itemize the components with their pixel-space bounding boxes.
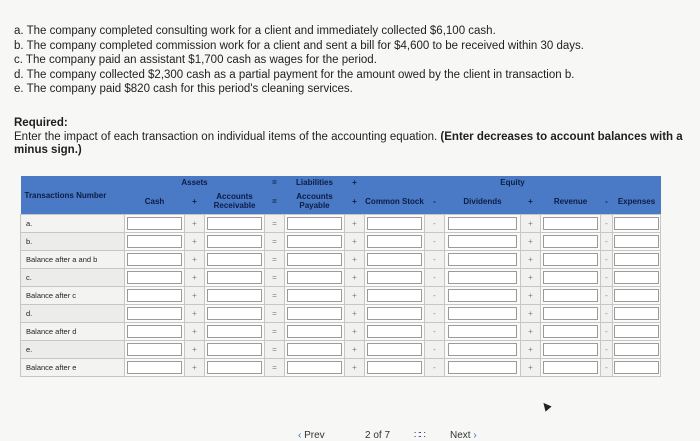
- mouse-cursor-icon: [540, 400, 551, 411]
- operator-sign: +: [185, 269, 205, 287]
- dividends-cell: [445, 287, 521, 305]
- operator-sign: -: [601, 251, 613, 269]
- required-instructions: [14, 131, 684, 158]
- required-text: Enter the impact of each transaction on individual items of the accounting equation.: [14, 130, 438, 143]
- ar-input[interactable]: [207, 307, 262, 320]
- ar-cell: [205, 359, 265, 377]
- operator-sign: +: [185, 215, 205, 233]
- ap-cell: [285, 233, 345, 251]
- operator-sign: +: [345, 215, 365, 233]
- table-row: [21, 359, 661, 377]
- row-label: d.: [21, 305, 125, 323]
- common-stock-input[interactable]: [367, 325, 422, 338]
- table-row: [21, 215, 661, 233]
- row-label: e.: [21, 341, 125, 359]
- expenses-cell: [613, 341, 661, 359]
- plus-header: +: [345, 188, 365, 215]
- dividends-input[interactable]: [448, 217, 518, 230]
- common-stock-header: Common Stock: [365, 188, 425, 215]
- revenue-input[interactable]: [543, 253, 598, 266]
- expenses-input[interactable]: [614, 343, 658, 356]
- cash-input[interactable]: [127, 343, 182, 356]
- row-label: Balance after d: [21, 323, 125, 341]
- dividends-input[interactable]: [448, 271, 518, 284]
- revenue-cell: [541, 359, 601, 377]
- ap-cell: [285, 251, 345, 269]
- common-stock-cell: [365, 341, 425, 359]
- dividends-cell: [445, 323, 521, 341]
- problem-line-d: d. The company collected $2,300 cash as a partial payment for the amount owed by the client in transaction b.: [14, 68, 575, 81]
- chevron-left-icon: ‹: [298, 430, 302, 441]
- dividends-cell: [445, 359, 521, 377]
- operator-sign: +: [521, 233, 541, 251]
- ar-cell: [205, 305, 265, 323]
- cash-input[interactable]: [127, 235, 182, 248]
- ar-cell: [205, 287, 265, 305]
- ap-input[interactable]: [287, 217, 342, 230]
- operator-sign: =: [265, 215, 285, 233]
- prev-button[interactable]: [298, 430, 325, 441]
- revenue-input[interactable]: [543, 235, 598, 248]
- common-stock-input[interactable]: [367, 343, 422, 356]
- common-stock-input[interactable]: [367, 235, 422, 248]
- ap-input[interactable]: [287, 289, 342, 302]
- expenses-input[interactable]: [614, 235, 658, 248]
- ap-input[interactable]: [287, 343, 342, 356]
- operator-sign: +: [521, 287, 541, 305]
- cash-cell: [125, 269, 185, 287]
- common-stock-cell: [365, 359, 425, 377]
- problem-line-c: c. The company paid an assistant $1,700 cash as wages for the period.: [14, 54, 377, 67]
- cash-input[interactable]: [127, 289, 182, 302]
- operator-sign: =: [265, 287, 285, 305]
- cash-input[interactable]: [127, 361, 182, 374]
- operator-sign: =: [265, 305, 285, 323]
- table-row: [21, 233, 661, 251]
- grid-icon[interactable]: ∷∷: [414, 430, 425, 441]
- plus-header: +: [521, 188, 541, 215]
- operator-sign: +: [345, 269, 365, 287]
- operator-sign: -: [425, 323, 445, 341]
- table-row: [21, 251, 661, 269]
- common-stock-input[interactable]: [367, 253, 422, 266]
- expenses-input[interactable]: [614, 361, 658, 374]
- revenue-cell: [541, 269, 601, 287]
- revenue-header: Revenue: [541, 188, 601, 215]
- table-body: [21, 215, 661, 377]
- accounts-payable-header: Accounts Payable: [285, 188, 345, 215]
- liabilities-group-header: Liabilities: [285, 176, 345, 188]
- operator-sign: -: [425, 359, 445, 377]
- common-stock-cell: [365, 323, 425, 341]
- operator-sign: =: [265, 359, 285, 377]
- problem-line-e: e. The company paid $820 cash for this period's cleaning services.: [14, 83, 353, 96]
- operator-sign: +: [185, 305, 205, 323]
- cash-input[interactable]: [127, 217, 182, 230]
- row-label: Balance after c: [21, 287, 125, 305]
- operator-sign: +: [185, 323, 205, 341]
- operator-sign: +: [185, 287, 205, 305]
- dividends-input[interactable]: [448, 343, 518, 356]
- common-stock-input[interactable]: [367, 361, 422, 374]
- dividends-cell: [445, 341, 521, 359]
- ar-input[interactable]: [207, 361, 262, 374]
- operator-sign: +: [185, 233, 205, 251]
- expenses-cell: [613, 305, 661, 323]
- revenue-cell: [541, 215, 601, 233]
- revenue-cell: [541, 287, 601, 305]
- operator-sign: =: [265, 251, 285, 269]
- ap-input[interactable]: [287, 307, 342, 320]
- ar-input[interactable]: [207, 235, 262, 248]
- ar-input[interactable]: [207, 343, 262, 356]
- pagination: [290, 425, 530, 441]
- dividends-cell: [445, 305, 521, 323]
- ap-cell: [285, 305, 345, 323]
- common-stock-cell: [365, 215, 425, 233]
- ap-input[interactable]: [287, 235, 342, 248]
- revenue-input[interactable]: [543, 271, 598, 284]
- ap-input[interactable]: [287, 361, 342, 374]
- operator-sign: -: [601, 287, 613, 305]
- dividends-header: Dividends: [445, 188, 521, 215]
- dividends-input[interactable]: [448, 325, 518, 338]
- row-label: Balance after e: [21, 359, 125, 377]
- dividends-input[interactable]: [448, 289, 518, 302]
- operator-sign: +: [345, 251, 365, 269]
- ap-cell: [285, 359, 345, 377]
- expenses-input[interactable]: [614, 217, 658, 230]
- operator-sign: -: [601, 341, 613, 359]
- ar-cell: [205, 251, 265, 269]
- cash-header: Cash: [125, 188, 185, 215]
- operator-sign: -: [425, 215, 445, 233]
- operator-sign: +: [345, 341, 365, 359]
- problem-line-b: b. The company completed commission work for a client and sent a bill for $4,600 to be received within 30 days.: [14, 39, 584, 52]
- operator-sign: -: [601, 305, 613, 323]
- revenue-input[interactable]: [543, 361, 598, 374]
- common-stock-cell: [365, 269, 425, 287]
- table-row: [21, 305, 661, 323]
- operator-sign: -: [601, 359, 613, 377]
- operator-sign: -: [601, 233, 613, 251]
- ar-cell: [205, 269, 265, 287]
- operator-sign: +: [521, 305, 541, 323]
- operator-sign: =: [265, 269, 285, 287]
- common-stock-cell: [365, 287, 425, 305]
- dividends-cell: [445, 215, 521, 233]
- expenses-cell: [613, 287, 661, 305]
- operator-sign: =: [265, 323, 285, 341]
- revenue-input[interactable]: [543, 289, 598, 302]
- operator-sign: =: [265, 233, 285, 251]
- transactions-number-header: Transactions Number: [21, 176, 125, 215]
- chevron-right-icon: ›: [473, 430, 477, 441]
- expenses-input[interactable]: [614, 253, 658, 266]
- ar-input[interactable]: [207, 217, 262, 230]
- operator-sign: +: [185, 359, 205, 377]
- operator-sign: =: [265, 341, 285, 359]
- operator-sign: -: [425, 305, 445, 323]
- expenses-header: Expenses: [613, 188, 661, 215]
- revenue-cell: [541, 251, 601, 269]
- operator-sign: +: [521, 269, 541, 287]
- operator-sign: -: [425, 251, 445, 269]
- operator-sign: +: [521, 341, 541, 359]
- operator-sign: -: [425, 287, 445, 305]
- equity-group-header: Equity: [365, 176, 661, 188]
- expenses-cell: [613, 359, 661, 377]
- operator-sign: +: [345, 305, 365, 323]
- accounts-receivable-header: Accounts Receivable: [205, 188, 265, 215]
- revenue-cell: [541, 233, 601, 251]
- common-stock-input[interactable]: [367, 307, 422, 320]
- revenue-cell: [541, 323, 601, 341]
- next-button[interactable]: [450, 430, 477, 441]
- plus-group-header: +: [345, 176, 365, 188]
- ar-input[interactable]: [207, 253, 262, 266]
- ar-cell: [205, 341, 265, 359]
- cash-input[interactable]: [127, 271, 182, 284]
- common-stock-cell: [365, 305, 425, 323]
- cash-cell: [125, 341, 185, 359]
- ap-cell: [285, 323, 345, 341]
- expenses-cell: [613, 233, 661, 251]
- cash-cell: [125, 233, 185, 251]
- operator-sign: +: [185, 251, 205, 269]
- operator-sign: +: [345, 323, 365, 341]
- operator-sign: +: [521, 251, 541, 269]
- operator-sign: +: [345, 359, 365, 377]
- prev-label: Prev: [304, 430, 325, 441]
- common-stock-input[interactable]: [367, 271, 422, 284]
- operator-sign: +: [521, 323, 541, 341]
- ap-input[interactable]: [287, 253, 342, 266]
- operator-sign: +: [521, 215, 541, 233]
- required-heading: Required:: [14, 117, 68, 129]
- dividends-cell: [445, 269, 521, 287]
- next-label: Next: [450, 430, 471, 441]
- revenue-cell: [541, 341, 601, 359]
- dividends-input[interactable]: [448, 253, 518, 266]
- dividends-cell: [445, 233, 521, 251]
- ap-input[interactable]: [287, 271, 342, 284]
- revenue-input[interactable]: [543, 307, 598, 320]
- ap-cell: [285, 287, 345, 305]
- revenue-input[interactable]: [543, 343, 598, 356]
- cash-cell: [125, 215, 185, 233]
- row-label: a.: [21, 215, 125, 233]
- expenses-cell: [613, 323, 661, 341]
- operator-sign: -: [601, 269, 613, 287]
- table-row: [21, 323, 661, 341]
- cash-input[interactable]: [127, 253, 182, 266]
- cash-cell: [125, 305, 185, 323]
- operator-sign: -: [425, 341, 445, 359]
- page-indicator: 2 of 7: [365, 430, 391, 441]
- operator-sign: +: [185, 341, 205, 359]
- cash-cell: [125, 359, 185, 377]
- ar-cell: [205, 233, 265, 251]
- expenses-cell: [613, 269, 661, 287]
- revenue-input[interactable]: [543, 217, 598, 230]
- expenses-input[interactable]: [614, 271, 658, 284]
- common-stock-input[interactable]: [367, 289, 422, 302]
- expenses-input[interactable]: [614, 289, 658, 302]
- expenses-cell: [613, 251, 661, 269]
- common-stock-input[interactable]: [367, 217, 422, 230]
- plus-header: +: [185, 188, 205, 215]
- ap-cell: [285, 341, 345, 359]
- problem-statement: [14, 24, 584, 97]
- minus-header: -: [425, 188, 445, 215]
- common-stock-cell: [365, 251, 425, 269]
- assets-group-header: Assets: [125, 176, 265, 188]
- operator-sign: -: [601, 323, 613, 341]
- row-label: c.: [21, 269, 125, 287]
- cash-input[interactable]: [127, 307, 182, 320]
- cash-cell: [125, 251, 185, 269]
- operator-sign: +: [521, 359, 541, 377]
- operator-sign: -: [601, 215, 613, 233]
- cash-cell: [125, 323, 185, 341]
- operator-sign: -: [425, 233, 445, 251]
- ap-input[interactable]: [287, 325, 342, 338]
- dividends-input[interactable]: [448, 361, 518, 374]
- ar-cell: [205, 215, 265, 233]
- row-label: b.: [21, 233, 125, 251]
- operator-sign: -: [425, 269, 445, 287]
- ar-input[interactable]: [207, 271, 262, 284]
- required-note: (Enter decreases to account balances with a minus sign.): [14, 130, 683, 156]
- operator-sign: +: [345, 287, 365, 305]
- ar-cell: [205, 323, 265, 341]
- accounting-equation-table: [20, 176, 661, 377]
- expenses-input[interactable]: [614, 325, 658, 338]
- problem-line-a: a. The company completed consulting work for a client and immediately collected $6,100 cash.: [14, 25, 496, 37]
- required-section: [14, 117, 684, 158]
- ar-input[interactable]: [207, 289, 262, 302]
- dividends-cell: [445, 251, 521, 269]
- table-row: [21, 341, 661, 359]
- ap-cell: [285, 215, 345, 233]
- dividends-input[interactable]: [448, 307, 518, 320]
- dividends-input[interactable]: [448, 235, 518, 248]
- common-stock-cell: [365, 233, 425, 251]
- revenue-input[interactable]: [543, 325, 598, 338]
- ap-cell: [285, 269, 345, 287]
- expenses-cell: [613, 215, 661, 233]
- operator-sign: +: [345, 233, 365, 251]
- row-label: Balance after a and b: [21, 251, 125, 269]
- expenses-input[interactable]: [614, 307, 658, 320]
- minus-header: -: [601, 188, 613, 215]
- revenue-cell: [541, 305, 601, 323]
- ar-input[interactable]: [207, 325, 262, 338]
- equals-group-header: =: [265, 176, 285, 188]
- cash-cell: [125, 287, 185, 305]
- table-row: [21, 269, 661, 287]
- table-row: [21, 287, 661, 305]
- equals-header: =: [265, 188, 285, 215]
- cash-input[interactable]: [127, 325, 182, 338]
